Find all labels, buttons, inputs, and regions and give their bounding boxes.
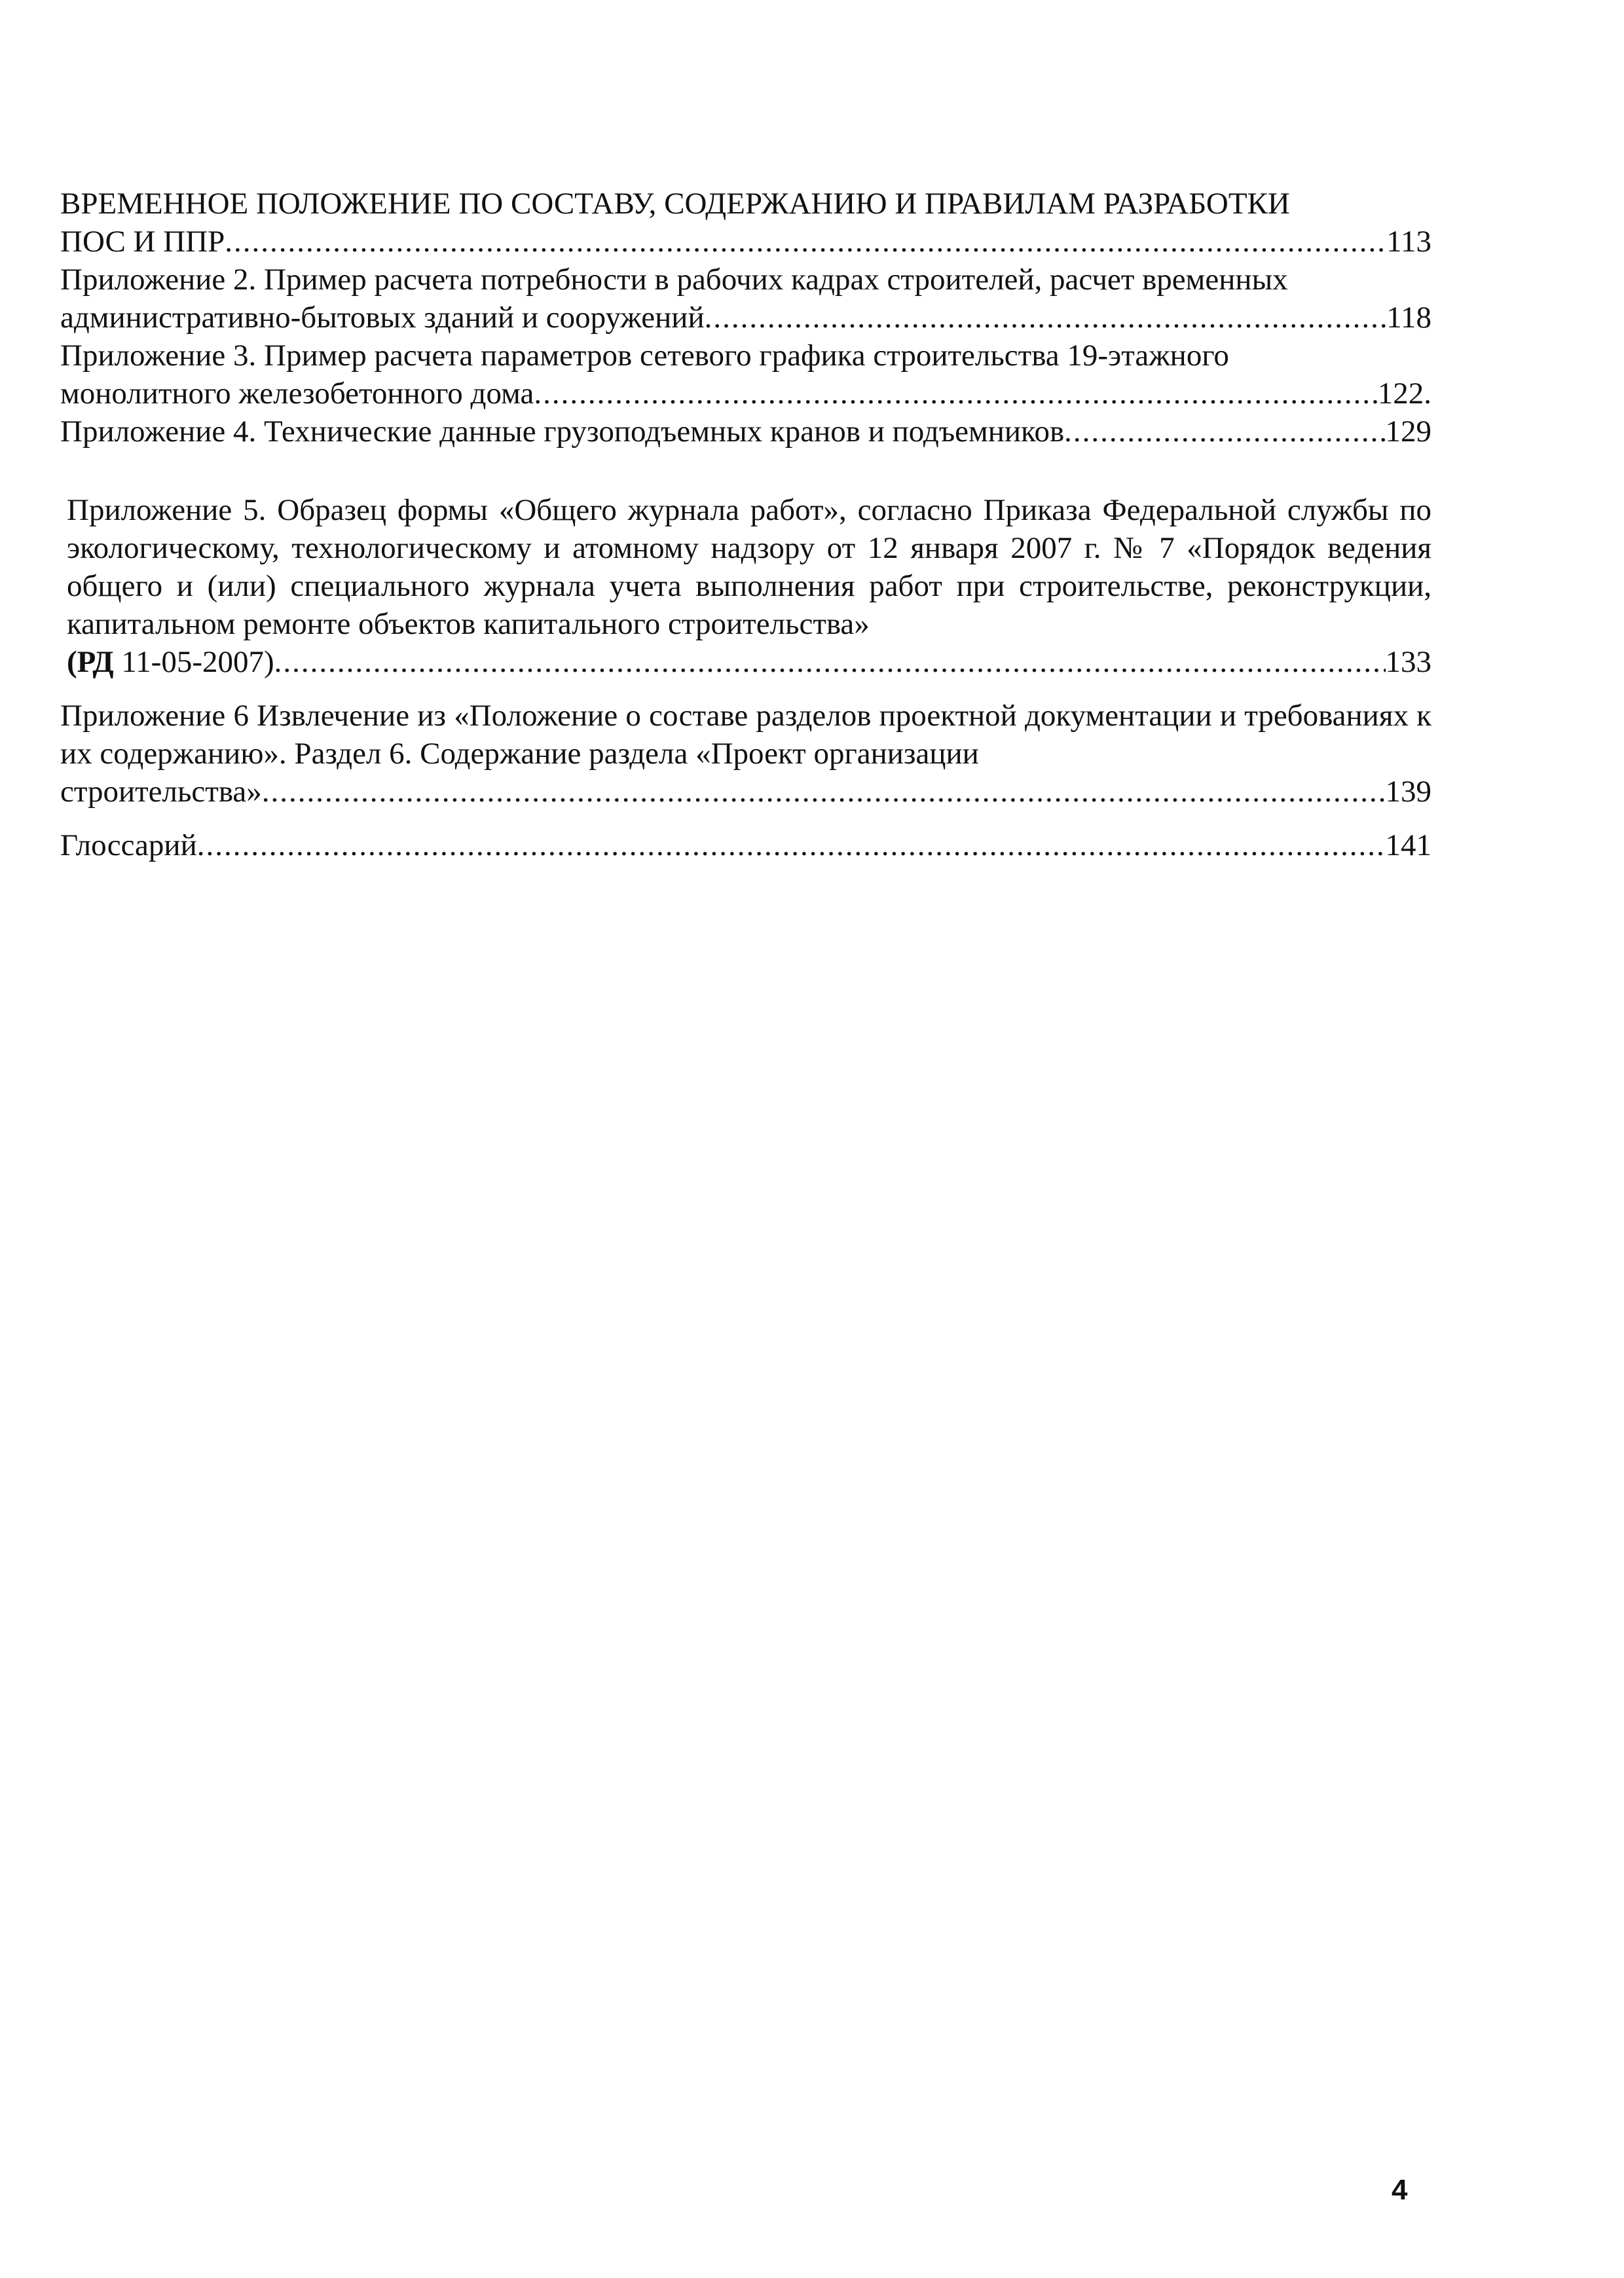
toc-entry-doc-number: 11-05-2007) <box>113 645 274 679</box>
page-number: 4 <box>1392 2174 1408 2206</box>
toc-entry-text: Приложение 6 Извлечение из «Положение о составе разделов проектной документации и требованиях к их содержанию». Раздел 6. Содержание раздела «Проект организации <box>60 699 1431 771</box>
toc-entry-appendix-2 <box>60 261 1431 337</box>
toc-page-number: 141 <box>1385 828 1431 862</box>
dot-leader <box>225 223 1386 261</box>
dot-leader <box>534 375 1377 413</box>
table-of-contents <box>60 185 1431 864</box>
dot-leader <box>705 299 1387 337</box>
toc-entry-tail: Приложение 4. Технические данные грузоподъемных кранов и подъемников <box>60 414 1065 449</box>
dot-leader <box>197 826 1386 864</box>
toc-entry-text: ВРЕМЕННОЕ ПОЛОЖЕНИЕ ПО СОСТАВУ, СОДЕРЖАНИЮ И ПРАВИЛАМ РАЗРАБОТКИ <box>60 187 1290 221</box>
toc-entry-tail: административно-бытовых зданий и сооружений <box>60 301 705 335</box>
toc-entry-appendix-4 <box>60 413 1431 450</box>
toc-entry-appendix-3 <box>60 337 1431 413</box>
toc-entry-text: Приложение 3. Пример расчета параметров сетевого графика строительства 19-этажного <box>60 339 1229 373</box>
toc-entry-last-line <box>67 643 1431 681</box>
toc-entry-tail: ПОС И ППР <box>60 225 225 259</box>
toc-entry-text: Приложение 2. Пример расчета потребности в рабочих кадрах строителей, расчет временных <box>60 263 1288 297</box>
toc-entry-last-line <box>60 773 1431 811</box>
dot-leader <box>274 643 1386 681</box>
toc-entry-tail: монолитного железобетонного дома <box>60 377 534 411</box>
toc-page-number: 113 <box>1386 225 1431 259</box>
toc-entry-tail <box>67 643 274 681</box>
toc-page-number: 118 <box>1386 301 1431 335</box>
toc-entry-text: Приложение 5. Образец формы «Общего журнала работ», согласно Приказа Федеральной службы по экологическому, технологическому и атомному надзору от 12 января 2007 г. № 7 «Порядок ведения общего и (или) специального журнала учета выполнения работ при строительстве, реконструкции, капитальном ремонте объектов капитального строительства» <box>67 493 1431 641</box>
toc-entry-last-line <box>60 413 1431 450</box>
toc-entry-appendix-5 <box>60 491 1431 681</box>
toc-entry-tail: строительства» <box>60 775 262 809</box>
toc-entry-tail: Глоссарий <box>60 828 197 862</box>
toc-entry-glossary <box>60 826 1431 864</box>
toc-page-number: 133 <box>1385 645 1431 679</box>
toc-entry-doc-code: (РД <box>67 645 114 679</box>
toc-entry-last-line <box>60 223 1431 261</box>
toc-entry-appendix-6 <box>60 697 1431 811</box>
toc-entry-last-line <box>60 299 1431 337</box>
dot-leader <box>1064 413 1385 450</box>
toc-page-number: 122. <box>1377 377 1431 411</box>
toc-entry-last-line <box>60 826 1431 864</box>
toc-entry-temporary-regulation <box>60 185 1431 261</box>
toc-entry-last-line <box>60 375 1431 413</box>
toc-page-number: 129 <box>1385 414 1431 449</box>
dot-leader <box>262 773 1386 811</box>
toc-page-number: 139 <box>1385 775 1431 809</box>
